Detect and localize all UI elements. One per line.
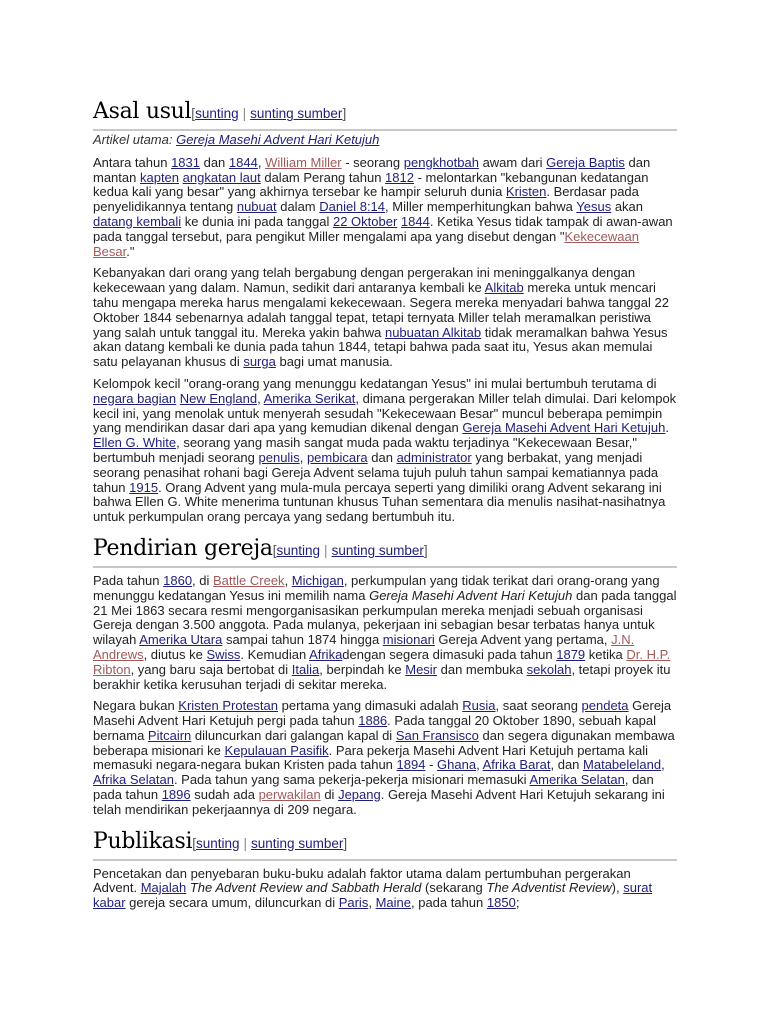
paragraph: Negara bukan Kristen Protestan pertama yang dimasuki adalah Rusia, saat seorang pendeta Gereja Masehi Advent Hari Ketujuh pergi pada tahun 1886. Pada tanggal 20 Oktober 1890, sebuah kapal bernama Pitcairn diluncurkan dari galangan kapal di San Fransisco dan segera digunakan membawa beberapa misionari ke Kepulauan Pasifik. Para pekerja Masehi Advent Hari Ketujuh pertama kali memasuki negara-negara bukan Kristen pada tahun 1894 - Ghana, Afrika Barat, dan Matabeleland, Afrika Selatan. Pada tahun yang sama pekerja-pekerja misionari memasuki Amerika Selatan, dan pada tahun 1896 sudah ada perwakilan di Jepang. Gereja Masehi Advent Hari Ketujuh sekarang ini telah mendirikan pekerjaannya di 209 negara.: [93, 698, 675, 817]
wiki-link[interactable]: penulis: [258, 449, 300, 465]
wiki-link[interactable]: 1812: [385, 169, 414, 185]
section-title: Asal usul: [93, 99, 192, 124]
wiki-link[interactable]: Gereja Masehi Advent Hari Ketujuh: [462, 420, 666, 436]
edit-links: [sunting | sunting sumber]: [272, 542, 428, 558]
edit-link[interactable]: sunting: [276, 542, 321, 558]
wiki-link[interactable]: Daniel 8:14: [319, 199, 386, 215]
wiki-link[interactable]: Paris: [338, 895, 369, 911]
wiki-link[interactable]: sekolah: [526, 661, 572, 677]
wiki-link[interactable]: angkatan laut: [182, 169, 261, 185]
italic-title: The Advent Review and Sabbath Herald: [189, 880, 422, 896]
wiki-link[interactable]: Alkitab: [484, 280, 524, 296]
missing-page-link[interactable]: William Miller: [265, 154, 342, 170]
wiki-link[interactable]: misionari: [382, 632, 435, 648]
wiki-link[interactable]: surga: [243, 354, 276, 370]
wiki-link[interactable]: Amerika Serikat: [263, 390, 356, 406]
edit-link[interactable]: sunting: [195, 835, 240, 851]
edit-links: [sunting | sunting sumber]: [191, 106, 347, 121]
wiki-link[interactable]: Kepulauan Pasifik: [224, 742, 329, 758]
wiki-link[interactable]: Rusia: [462, 698, 496, 714]
wiki-link[interactable]: New England: [179, 390, 258, 406]
italic-title: The Adventist Review: [486, 880, 612, 896]
wiki-link[interactable]: negara bagian: [93, 390, 177, 406]
wiki-link[interactable]: 1894: [396, 757, 426, 773]
paragraph: Antara tahun 1831 dan 1844, William Miller - seorang pengkhotbah awam dari Gereja Baptis dan mantan kapten angkatan laut dalam Perang tahun 1812 - melontarkan "kebangunan kedatangan kedua kali yang besar" yang akhirnya tersebar ke hampir seluruh dunia Kristen. Berdasar pada penyelidikannya tentang nubuat dalam Daniel 8:14, Miller memperhitungkan bahwa Yesus akan datang kembali ke dunia ini pada tanggal 22 Oktober 1844. Ketika Yesus tidak tampak di awan-awan pada tanggal tersebut, para pengikut Miller mengalami apa yang disebut dengan "Kekecewaan Besar.": [93, 154, 673, 259]
wiki-link[interactable]: Italia: [291, 661, 320, 677]
wiki-link[interactable]: Afrika: [309, 646, 343, 662]
article-content: [93, 98, 677, 918]
wiki-link[interactable]: 1844: [400, 213, 430, 229]
wiki-link[interactable]: Majalah: [140, 880, 187, 896]
wiki-link[interactable]: Afrika Barat: [482, 757, 551, 773]
section-heading-asal-usul: [93, 98, 677, 131]
edit-source-link[interactable]: sunting sumber: [251, 835, 344, 851]
italic-title: Gereja Masehi Advent Hari Ketujuh: [369, 587, 573, 603]
wiki-link[interactable]: 1915: [129, 479, 159, 495]
edit-source-link[interactable]: sunting sumber: [331, 542, 424, 558]
wiki-link[interactable]: Matabeleland: [583, 757, 662, 773]
wiki-link[interactable]: Mesir: [405, 661, 438, 677]
wiki-link[interactable]: Michigan: [291, 572, 344, 588]
missing-page-link[interactable]: Kekecewaan Besar: [93, 228, 639, 259]
wiki-link[interactable]: 1886: [358, 713, 388, 729]
missing-page-link[interactable]: J.N. Andrews: [93, 632, 635, 662]
missing-page-link[interactable]: Battle Creek: [213, 572, 285, 588]
wiki-link[interactable]: pengkhotbah: [403, 154, 479, 170]
wiki-link[interactable]: San Fransisco: [395, 727, 479, 743]
wiki-link[interactable]: Ghana: [437, 757, 477, 773]
wiki-link[interactable]: Amerika Selatan: [529, 772, 625, 788]
wiki-link[interactable]: Afrika Selatan: [93, 772, 174, 788]
wiki-link[interactable]: Ellen G. White: [93, 435, 177, 451]
wiki-link[interactable]: datang kembali: [93, 213, 182, 229]
wiki-link[interactable]: pendeta: [581, 698, 629, 714]
edit-source-link[interactable]: sunting sumber: [250, 106, 343, 121]
main-article-hatnote: [93, 133, 677, 148]
wiki-link[interactable]: Pitcairn: [147, 727, 192, 743]
section-heading-pendirian-gereja: [93, 535, 677, 568]
missing-page-link[interactable]: Dr. H.P. Ribton: [93, 646, 671, 677]
wiki-link[interactable]: kapten: [139, 169, 180, 185]
paragraph: Kelompok kecil "orang-orang yang menunggu kedatangan Yesus" ini mulai bertumbuh terutama di negara bagian New England, Amerika Serikat, dimana pergerakan Miller telah dimulai. Dari kelompok kecil ini, yang menolak untuk menyerah sesudah "Kekecewaan Besar" muncul beberapa pemimpin yang mendirikan dasar dari apa yang kemudian dikenal dengan Gereja Masehi Advent Hari Ketujuh. Ellen G. White, seorang yang masih sangat muda pada waktu terjadinya "Kekecewaan Besar," bertumbuh menjadi seorang penulis, pembicara dan administrator yang berbakat, yang menjadi seorang penasihat rohani bagi Gereja Advent selama tujuh puluh tahun sampai kematiannya pada tahun 1915. Orang Advent yang mula-mula percaya seperti yang dimiliki orang Advent sekarang ini bahwa Ellen G. White menerima tuntunan khusus Tuhan sementara dia menulis nasihat-nasihatnya untuk perkumpulan orang percaya yang sedang bertumbuh itu.: [93, 375, 677, 525]
section-title: Publikasi: [93, 828, 193, 854]
wiki-link[interactable]: 22 Oktober: [332, 213, 398, 229]
wiki-link[interactable]: nubuat: [236, 199, 277, 215]
wiki-link[interactable]: Jepang: [338, 787, 381, 803]
wiki-link[interactable]: nubuatan Alkitab: [384, 324, 482, 340]
wiki-link[interactable]: Kristen: [505, 184, 547, 200]
wiki-link[interactable]: 1896: [161, 787, 191, 803]
missing-page-link[interactable]: perwakilan: [258, 787, 321, 803]
wiki-link[interactable]: 1850: [486, 895, 516, 911]
wiki-link[interactable]: 1831: [171, 154, 200, 170]
wiki-link[interactable]: 1860: [163, 572, 193, 588]
wiki-link[interactable]: Swiss: [206, 646, 241, 662]
hatnote-label: Artikel utama:: [93, 132, 177, 147]
wiki-link[interactable]: 1844: [228, 154, 258, 170]
wiki-link[interactable]: Yesus: [576, 199, 612, 215]
wiki-link[interactable]: Gereja Baptis: [546, 154, 625, 170]
main-article-link[interactable]: Gereja Masehi Advent Hari Ketujuh: [176, 132, 380, 147]
wiki-link[interactable]: 1879: [556, 646, 586, 662]
edit-link[interactable]: sunting: [195, 106, 239, 121]
wiki-link[interactable]: pembicara: [306, 449, 368, 465]
wiki-link[interactable]: Maine: [375, 895, 411, 911]
section-heading-publikasi: [93, 828, 677, 861]
paragraph: Pencetakan dan penyebaran buku-buku adalah faktor utama dalam pertumbuhan pergerakan Advent. Majalah The Advent Review and Sabbath Herald (sekarang The Adventist Review), surat kabar gereja secara umum, diluncurkan di Paris, Maine, pada tahun 1850;: [93, 865, 653, 911]
wiki-link[interactable]: Kristen Protestan: [178, 698, 278, 714]
wiki-link[interactable]: Amerika Utara: [139, 632, 223, 648]
paragraph: Kebanyakan dari orang yang telah bergabung dengan pergerakan ini meninggalkanya dengan kekecewaan yang dalam. Namun, sedikit dari antaranya kembali ke Alkitab mereka untuk mencari tahu mengapa mereka harus mengalami kekecewaan. Segera mereka menyadari bahwa tanggal 22 Oktober 1844 sebenarnya adalah tanggal tepat, tetapi ternyata Miller telah meramalkan peristiwa yang salah untuk tanggal itu. Mereka yakin bahwa nubuatan Alkitab tidak meramalkan bahwa Yesus akan datang kembali ke dunia pada tahun 1844, tetapi bahwa pada saat itu, Yesus akan memulai satu pelayanan khusus di surga bagi umat manusia.: [93, 265, 669, 370]
paragraph: Pada tahun 1860, di Battle Creek, Michigan, perkumpulan yang tidak terikat dari orang-orang yang menunggu kedatangan Yesus ini memilih nama Gereja Masehi Advent Hari Ketujuh dan pada tanggal 21 Mei 1863 secara resmi mengorganisasikan perkumpulan mereka menjadi sebuah organisasi Gereja dengan 3.500 anggota. Pada mulanya, pekerjaan ini sebagian besar terbatas hanya untuk wilayah Amerika Utara sampai tahun 1874 hingga misionari Gereja Advent yang pertama, J.N. Andrews, diutus ke Swiss. Kemudian Afrikadengan segera dimasuki pada tahun 1879 ketika Dr. H.P. Ribton, yang baru saja bertobat di Italia, berpindah ke Mesir dan membuka sekolah, tetapi proyek itu berakhir ketika kerusuhan terjadi di sekitar mereka.: [93, 572, 677, 692]
wiki-link[interactable]: administrator: [396, 449, 472, 465]
wiki-link[interactable]: surat kabar: [93, 880, 653, 911]
edit-links: [sunting | sunting sumber]: [192, 835, 348, 851]
section-title: Pendirian gereja: [93, 535, 273, 561]
